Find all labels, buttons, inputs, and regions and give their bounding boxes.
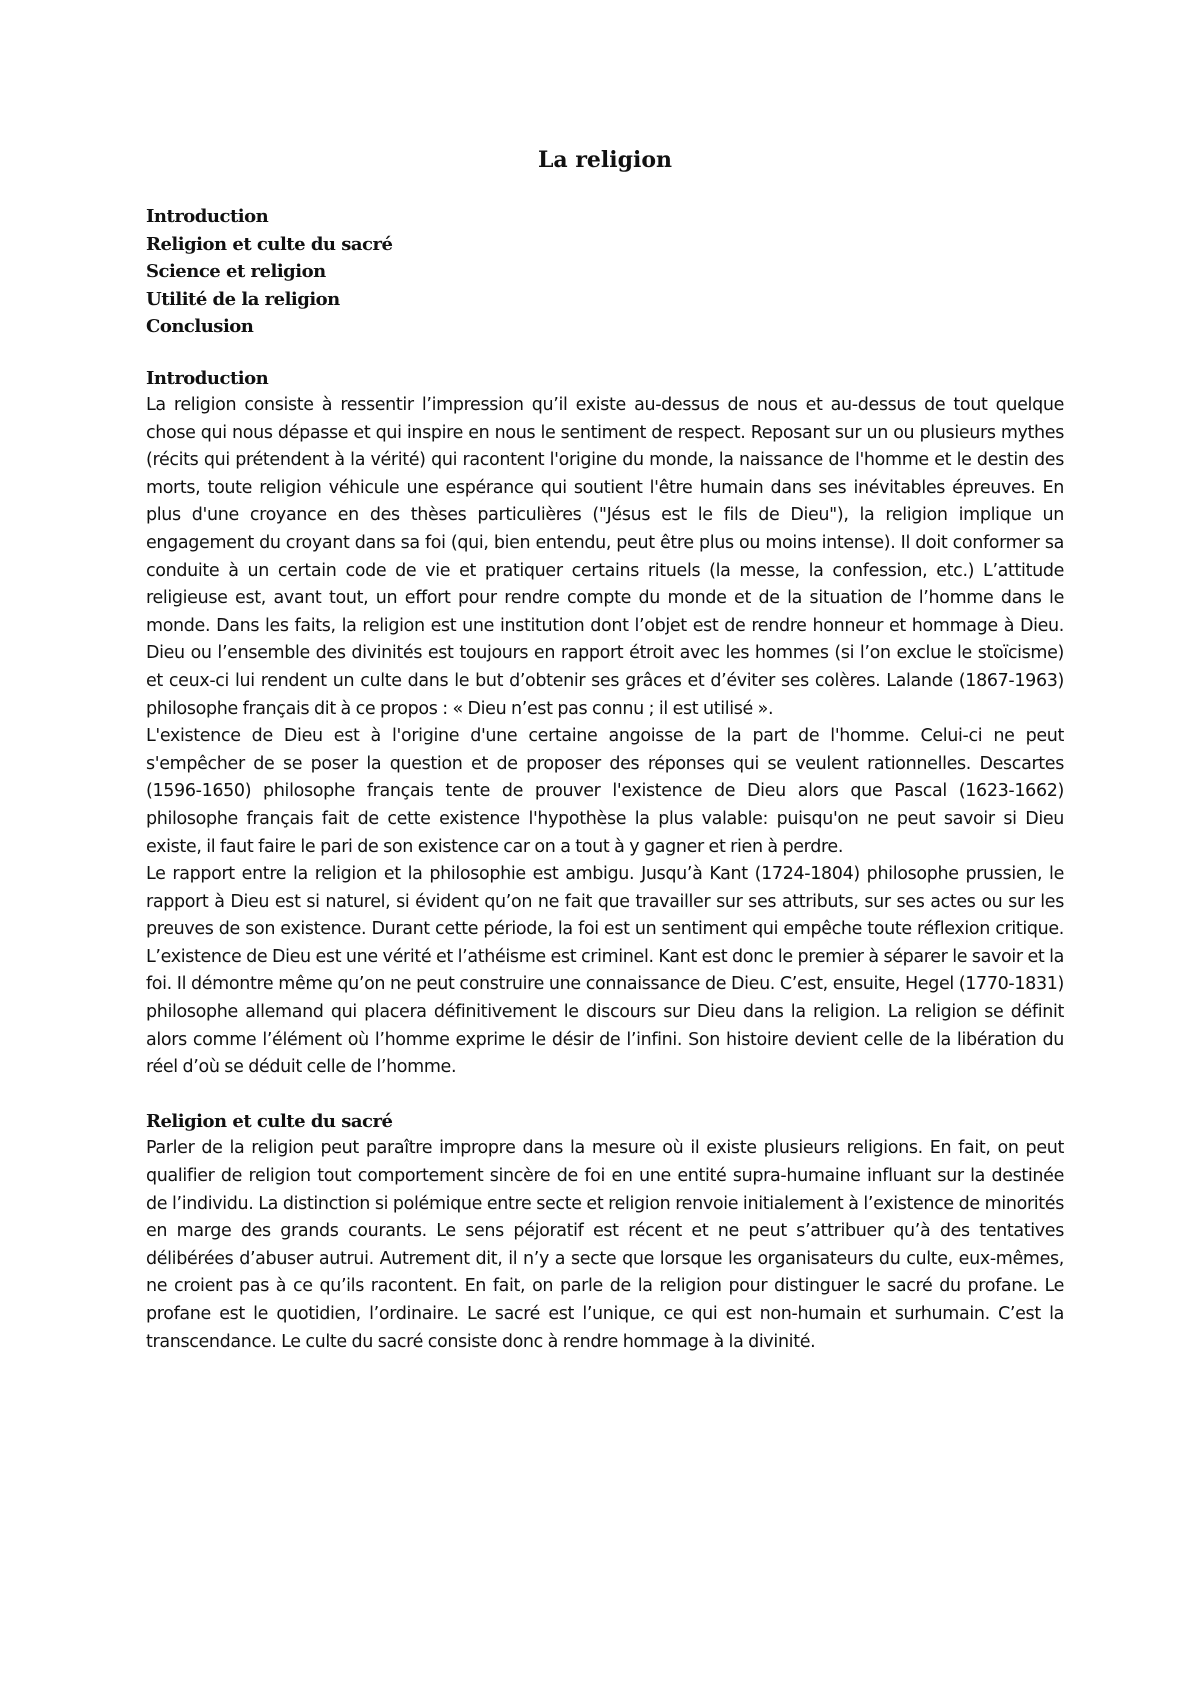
section-religion-culte-sacre xyxy=(146,1108,1064,1356)
document-title: La religion xyxy=(537,147,673,173)
paragraph: La religion consiste à ressentir l’impression qu’il existe au-dessus de nous et au-dessus de tout quelque chose qui nous dépasse et qui inspire en nous le sentiment de respect. Reposant sur un ou plusieurs mythes (récits qui prétendent à la vérité) qui racontent l'origine du monde, la naissance de l'homme et le destin des morts, toute religion véhicule une espérance qui soutient l'être humain dans ses inévitables épreuves. En plus d'une croyance en des thèses particulières ("Jésus est le fils de Dieu"), la religion implique un engagement du croyant dans sa foi (qui, bien entendu, peut être plus ou moins intense). Il doit conformer sa conduite à un certain code de vie et pratiquer certains rituels (la messe, la confession, etc.) L’attitude religieuse est, avant tout, un effort pour rendre compte du monde et de la situation de l’homme dans le monde. Dans les faits, la religion est une institution dont l’objet est de rendre honneur et hommage à Dieu. Dieu ou l’ensemble des divinités est toujours en rapport étroit avec les hommes (si l’on exclue le stoïcisme) et ceux-ci lui rendent un culte dans le but d’obtenir ses grâces et d’éviter ses colères. Lalande (1867-1963) philosophe français dit à ce propos : « Dieu n’est pas connu ; il est utilisé ». xyxy=(146,395,1064,719)
toc-item-conclusion: Conclusion xyxy=(146,316,254,337)
toc-item-introduction: Introduction xyxy=(146,206,269,227)
toc-item-religion-culte: Religion et culte du sacré xyxy=(146,233,393,255)
table-of-contents xyxy=(146,203,1064,341)
section-introduction xyxy=(146,365,1064,1082)
section-heading: Religion et culte du sacré xyxy=(146,1110,393,1132)
toc-item-science-religion: Science et religion xyxy=(146,261,326,282)
paragraph: L'existence de Dieu est à l'origine d'une certaine angoisse de la part de l'homme. Celui-ci ne peut s'empêcher de se poser la question et de proposer des réponses qui se veulent rationnelles. Descartes (1596-1650) philosophe français tente de prouver l'existence de Dieu alors que Pascal (1623-1662) philosophe français fait de cette existence l'hypothèse la plus valable: puisqu'on ne peut savoir si Dieu existe, il faut faire le pari de son existence car on a tout à y gagner et rien à perdre. xyxy=(146,726,1064,857)
document-page xyxy=(146,145,1064,1382)
paragraph: Le rapport entre la religion et la philosophie est ambigu. Jusqu’à Kant (1724-1804) philosophe prussien, le rapport à Dieu est si naturel, si évident qu’on ne fait que travailler sur ses attributs, sur ses actes ou sur les preuves de son existence. Durant cette période, la foi est un sentiment qui empêche toute réflexion critique. L’existence de Dieu est une vérité et l’athéisme est criminel. Kant est donc le premier à séparer le savoir et la foi. Il démontre même qu’on ne peut construire une connaissance de Dieu. C’est, ensuite, Hegel (1770-1831) philosophe allemand qui placera définitivement le discours sur Dieu dans la religion. La religion se définit alors comme l’élément où l’homme exprime le désir de l’infini. Son histoire devient celle de la libération du réel d’où se déduit celle de l’homme. xyxy=(146,864,1064,1078)
toc-item-utilite: Utilité de la religion xyxy=(146,288,340,310)
paragraph: Parler de la religion peut paraître impropre dans la mesure où il existe plusieurs religions. En fait, on peut qualifier de religion tout comportement sincère de foi en une entité supra-humaine influant sur la destinée de l’individu. La distinction si polémique entre secte et religion renvoie initialement à l’existence de minorités en marge des grands courants. Le sens péjoratif est récent et ne peut s’attribuer qu’à des tentatives délibérées d’abuser autrui. Autrement dit, il n’y a secte que lorsque les organisateurs du culte, eux-mêmes, ne croient pas à ce qu’ils racontent. En fait, on parle de la religion pour distinguer le sacré du profane. Le profane est le quotidien, l’ordinaire. Le sacré est l’unique, ce qui est non-humain et surhumain. C’est la transcendance. Le culte du sacré consiste donc à rendre hommage à la divinité. xyxy=(146,1138,1064,1352)
section-heading: Introduction xyxy=(146,367,269,389)
